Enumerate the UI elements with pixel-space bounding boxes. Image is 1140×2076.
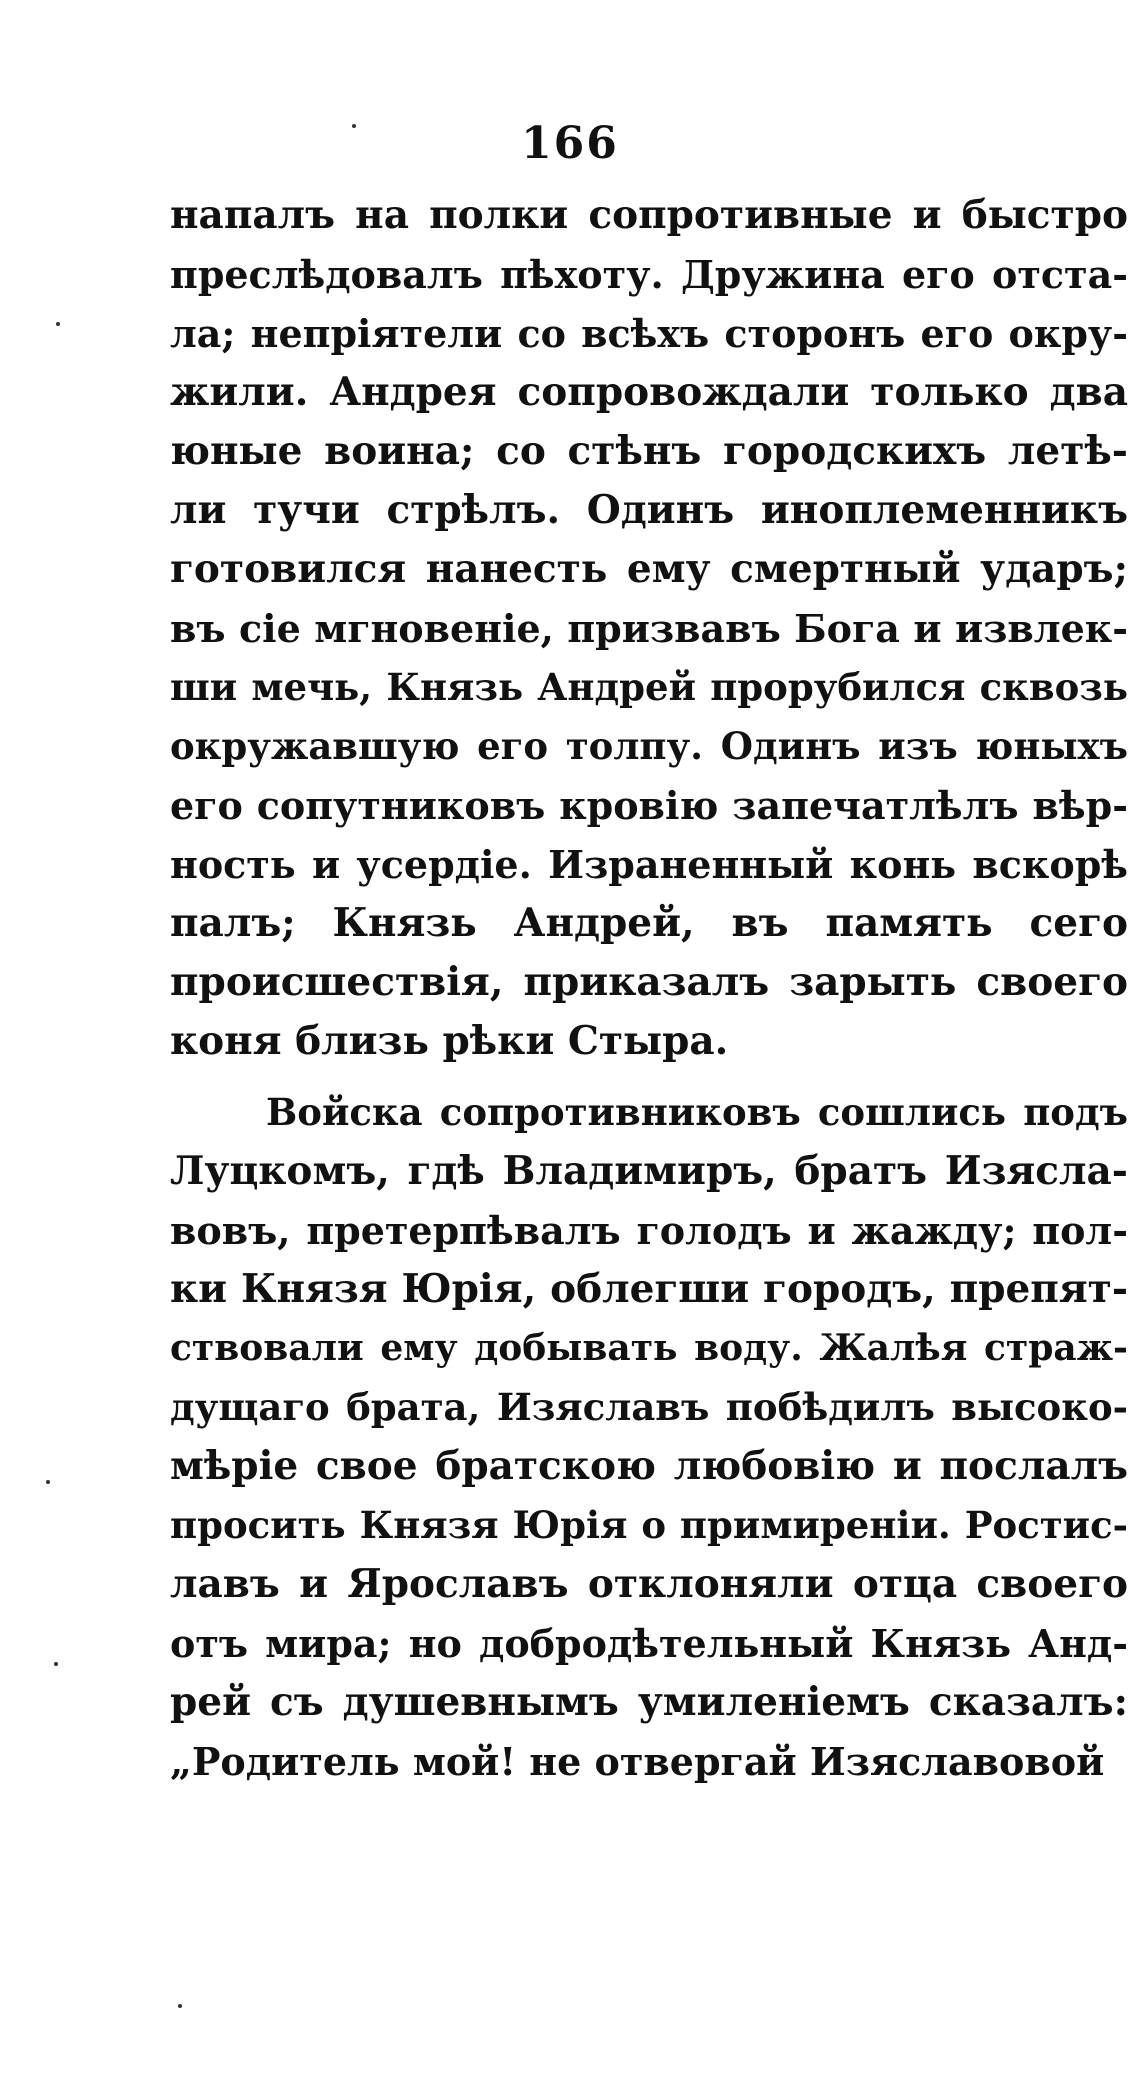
text-line: ствовали ему добывать воду. Жалѣя страж- [170,1327,1128,1369]
scan-speck [56,322,60,326]
text-line: „Родитель мой! не отвергай Изяславовой [170,1739,1105,1784]
page-number: 166 [521,118,619,169]
text-line: дущаго брата, Изяславъ побѣдилъ высоко- [170,1385,1128,1429]
text-line: окружавшую его толпу. Одинъ изъ юныхъ [170,724,1128,768]
text-line: коня близь рѣки Стыра. [170,1018,729,1064]
scan-speck [178,2004,182,2008]
text-line: жили. Андрея сопровождали только два [170,369,1128,415]
text-line: ли тучи стрѣлъ. Одинъ иноплеменникъ [170,487,1128,533]
text-line: просить Князя Юрія о примиреніи. Ростис- [170,1503,1128,1547]
paragraph [170,1083,1128,1791]
text-line: палъ; Князь Андрей, въ память сего [170,900,1128,946]
scan-speck [54,1662,58,1666]
text-line: Луцкомъ, гдѣ Владимиръ, братъ Изясла- [170,1148,1128,1194]
text-line: отъ мира; но добродѣтельный Князь Анд- [170,1621,1128,1666]
page-text [170,186,1128,1791]
text-line: юные воина; со стѣнъ городскихъ летѣ- [170,428,1128,474]
text-line: ши мечь, Князь Андрей прорубился сквозь [170,665,1128,709]
text-line: Войска сопротивниковъ сошлись подъ [266,1090,1128,1134]
text-line: рей съ душевнымъ умиленіемъ сказалъ: [170,1679,1128,1725]
text-line: лавъ и Ярославъ отклоняли отца своего [170,1561,1128,1607]
paragraph [170,186,1128,1071]
scan-speck [352,124,356,128]
text-line: происшествія, приказалъ зарыть своего [170,959,1128,1005]
text-line: преслѣдовалъ пѣхоту. Дружина его отста- [170,252,1128,297]
scan-speck [46,1480,50,1484]
text-line: готовился нанесть ему смертный ударъ; [170,546,1128,592]
text-line: вовъ, претерпѣвалъ голодъ и жажду; пол- [170,1208,1128,1253]
text-line: его сопутниковъ кровію запечатлѣлъ вѣр- [170,783,1128,828]
text-line: въ сіе мгновеніе, призвавъ Бога и извлек- [170,606,1128,651]
text-line: ность и усердіе. Израненный конь вскорѣ [170,842,1128,887]
text-line: мѣріе свое братскою любовію и послалъ [170,1443,1128,1489]
text-line: ки Князя Юрія, облегши городъ, препят- [170,1266,1128,1312]
text-line: напалъ на полки сопротивные и быстро [170,192,1128,238]
text-line: ла; непріятели со всѣхъ сторонъ его окру- [170,311,1128,356]
